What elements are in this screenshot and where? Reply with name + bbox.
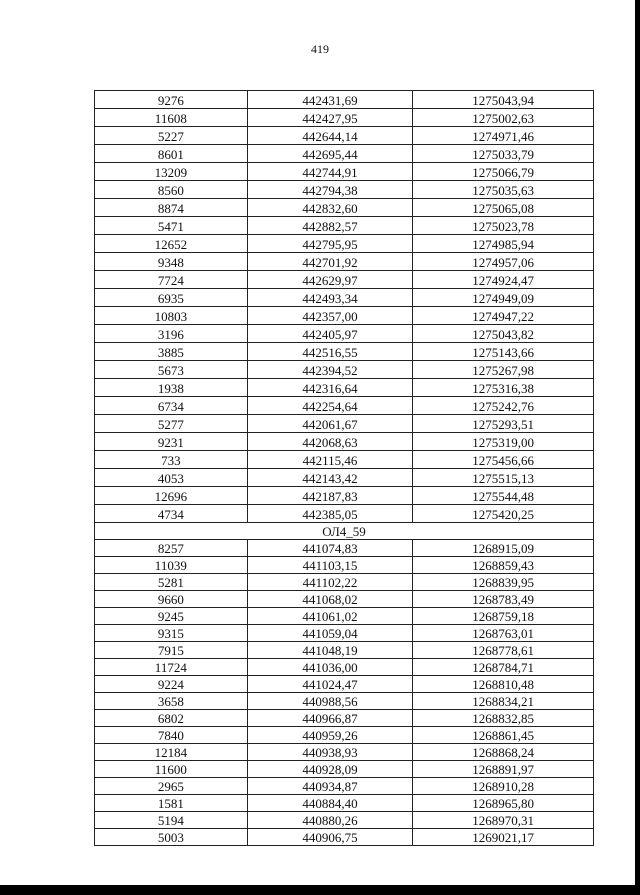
table-row bbox=[95, 397, 594, 415]
point-number-cell: 733 bbox=[95, 451, 248, 469]
point-number-cell: 3885 bbox=[95, 343, 248, 361]
table-row bbox=[95, 163, 594, 181]
coordinate-x-cell: 442644,14 bbox=[247, 127, 413, 145]
section-header-row bbox=[95, 523, 594, 540]
coordinate-y-cell: 1275043,94 bbox=[413, 91, 594, 109]
table-row bbox=[95, 325, 594, 343]
coordinate-x-cell: 442629,97 bbox=[247, 271, 413, 289]
table-row bbox=[95, 379, 594, 397]
table-row bbox=[95, 235, 594, 253]
coordinate-x-cell: 442385,05 bbox=[247, 505, 413, 523]
table-row bbox=[95, 540, 594, 557]
point-number-cell: 4053 bbox=[95, 469, 248, 487]
coordinate-x-cell: 442516,55 bbox=[247, 343, 413, 361]
table-row bbox=[95, 487, 594, 505]
table-row bbox=[95, 795, 594, 812]
coordinate-y-cell: 1268759,18 bbox=[413, 608, 594, 625]
coordinate-x-cell: 442431,69 bbox=[247, 91, 413, 109]
coordinate-y-cell: 1274947,22 bbox=[413, 307, 594, 325]
coordinate-x-cell: 442357,00 bbox=[247, 307, 413, 325]
table-row bbox=[95, 608, 594, 625]
coordinate-y-cell: 1268778,61 bbox=[413, 642, 594, 659]
coordinate-x-cell: 440988,56 bbox=[247, 693, 413, 710]
coordinate-x-cell: 440928,09 bbox=[247, 761, 413, 778]
point-number-cell: 5227 bbox=[95, 127, 248, 145]
table-row bbox=[95, 829, 594, 846]
coordinate-y-cell: 1269021,17 bbox=[413, 829, 594, 846]
point-number-cell: 7724 bbox=[95, 271, 248, 289]
point-number-cell: 6935 bbox=[95, 289, 248, 307]
table-row bbox=[95, 451, 594, 469]
coordinate-x-cell: 440906,75 bbox=[247, 829, 413, 846]
table-row bbox=[95, 415, 594, 433]
table-row bbox=[95, 469, 594, 487]
table-row bbox=[95, 109, 594, 127]
coordinate-x-cell: 442832,60 bbox=[247, 199, 413, 217]
coordinate-x-cell: 441036,00 bbox=[247, 659, 413, 676]
coordinate-y-cell: 1275066,79 bbox=[413, 163, 594, 181]
point-number-cell: 4734 bbox=[95, 505, 248, 523]
coordinate-x-cell: 442882,57 bbox=[247, 217, 413, 235]
point-number-cell: 1938 bbox=[95, 379, 248, 397]
coordinate-x-cell: 441068,02 bbox=[247, 591, 413, 608]
coordinate-x-cell: 441059,04 bbox=[247, 625, 413, 642]
coordinate-x-cell: 441074,83 bbox=[247, 540, 413, 557]
coordinate-y-cell: 1268970,31 bbox=[413, 812, 594, 829]
section-title: ОЛ4_59 bbox=[95, 523, 594, 540]
scan-edge-right bbox=[635, 0, 640, 895]
point-number-cell: 5471 bbox=[95, 217, 248, 235]
point-number-cell: 9276 bbox=[95, 91, 248, 109]
coordinate-x-cell: 440934,87 bbox=[247, 778, 413, 795]
point-number-cell: 11608 bbox=[95, 109, 248, 127]
coordinate-y-cell: 1275065,08 bbox=[413, 199, 594, 217]
coordinate-x-cell: 442316,64 bbox=[247, 379, 413, 397]
coordinate-y-cell: 1274924,47 bbox=[413, 271, 594, 289]
coordinate-x-cell: 440959,26 bbox=[247, 727, 413, 744]
coordinate-x-cell: 442143,42 bbox=[247, 469, 413, 487]
coordinate-x-cell: 442701,92 bbox=[247, 253, 413, 271]
coordinate-y-cell: 1268891,97 bbox=[413, 761, 594, 778]
table-row bbox=[95, 761, 594, 778]
table-row bbox=[95, 591, 594, 608]
coordinate-y-cell: 1275316,38 bbox=[413, 379, 594, 397]
coordinate-x-cell: 440880,26 bbox=[247, 812, 413, 829]
coordinate-y-cell: 1268965,80 bbox=[413, 795, 594, 812]
point-number-cell: 12652 bbox=[95, 235, 248, 253]
coordinate-x-cell: 441102,22 bbox=[247, 574, 413, 591]
coordinate-y-cell: 1275023,78 bbox=[413, 217, 594, 235]
point-number-cell: 8874 bbox=[95, 199, 248, 217]
table-row bbox=[95, 433, 594, 451]
table-row bbox=[95, 199, 594, 217]
coordinates-table bbox=[94, 90, 594, 846]
table-row bbox=[95, 343, 594, 361]
point-number-cell: 11600 bbox=[95, 761, 248, 778]
table-row bbox=[95, 91, 594, 109]
point-number-cell: 12184 bbox=[95, 744, 248, 761]
table-row bbox=[95, 778, 594, 795]
coordinate-y-cell: 1274957,06 bbox=[413, 253, 594, 271]
coordinate-y-cell: 1274949,09 bbox=[413, 289, 594, 307]
point-number-cell: 5281 bbox=[95, 574, 248, 591]
coordinate-x-cell: 442493,34 bbox=[247, 289, 413, 307]
table-row bbox=[95, 145, 594, 163]
page-number: 419 bbox=[311, 42, 329, 56]
coordinate-y-cell: 1275420,25 bbox=[413, 505, 594, 523]
coordinate-x-cell: 440938,93 bbox=[247, 744, 413, 761]
coordinate-y-cell: 1275033,79 bbox=[413, 145, 594, 163]
scan-edge-bottom bbox=[0, 885, 640, 895]
point-number-cell: 1581 bbox=[95, 795, 248, 812]
point-number-cell: 9348 bbox=[95, 253, 248, 271]
point-number-cell: 5003 bbox=[95, 829, 248, 846]
table-row bbox=[95, 625, 594, 642]
table-row bbox=[95, 574, 594, 591]
point-number-cell: 8257 bbox=[95, 540, 248, 557]
coordinate-y-cell: 1275035,63 bbox=[413, 181, 594, 199]
table-row bbox=[95, 557, 594, 574]
coordinate-x-cell: 442061,67 bbox=[247, 415, 413, 433]
point-number-cell: 9224 bbox=[95, 676, 248, 693]
point-number-cell: 11039 bbox=[95, 557, 248, 574]
table-row bbox=[95, 127, 594, 145]
coordinate-x-cell: 442394,52 bbox=[247, 361, 413, 379]
coordinate-x-cell: 442405,97 bbox=[247, 325, 413, 343]
table-row bbox=[95, 361, 594, 379]
table-row bbox=[95, 642, 594, 659]
coordinate-x-cell: 440966,87 bbox=[247, 710, 413, 727]
point-number-cell: 5194 bbox=[95, 812, 248, 829]
coordinate-y-cell: 1274985,94 bbox=[413, 235, 594, 253]
point-number-cell: 9315 bbox=[95, 625, 248, 642]
table-row bbox=[95, 271, 594, 289]
coordinate-y-cell: 1268810,48 bbox=[413, 676, 594, 693]
coordinate-y-cell: 1275043,82 bbox=[413, 325, 594, 343]
coordinate-x-cell: 442695,44 bbox=[247, 145, 413, 163]
coordinate-x-cell: 442254,64 bbox=[247, 397, 413, 415]
table-row bbox=[95, 217, 594, 235]
point-number-cell: 11724 bbox=[95, 659, 248, 676]
point-number-cell: 3196 bbox=[95, 325, 248, 343]
table-row bbox=[95, 505, 594, 523]
table-row bbox=[95, 812, 594, 829]
table-row bbox=[95, 710, 594, 727]
coordinate-x-cell: 441103,15 bbox=[247, 557, 413, 574]
coordinate-x-cell: 442187,83 bbox=[247, 487, 413, 505]
coordinate-y-cell: 1275456,66 bbox=[413, 451, 594, 469]
point-number-cell: 2965 bbox=[95, 778, 248, 795]
point-number-cell: 7915 bbox=[95, 642, 248, 659]
coordinate-y-cell: 1268915,09 bbox=[413, 540, 594, 557]
coordinate-x-cell: 442427,95 bbox=[247, 109, 413, 127]
table-row bbox=[95, 727, 594, 744]
coordinate-y-cell: 1268861,45 bbox=[413, 727, 594, 744]
coordinate-x-cell: 441048,19 bbox=[247, 642, 413, 659]
coordinate-x-cell: 442794,38 bbox=[247, 181, 413, 199]
coordinate-y-cell: 1275242,76 bbox=[413, 397, 594, 415]
point-number-cell: 9231 bbox=[95, 433, 248, 451]
coordinate-x-cell: 441061,02 bbox=[247, 608, 413, 625]
point-number-cell: 7840 bbox=[95, 727, 248, 744]
table-row bbox=[95, 693, 594, 710]
coordinate-y-cell: 1268784,71 bbox=[413, 659, 594, 676]
coordinate-y-cell: 1268834,21 bbox=[413, 693, 594, 710]
point-number-cell: 9660 bbox=[95, 591, 248, 608]
coordinate-y-cell: 1268832,85 bbox=[413, 710, 594, 727]
coordinate-y-cell: 1274971,46 bbox=[413, 127, 594, 145]
coordinate-y-cell: 1275293,51 bbox=[413, 415, 594, 433]
point-number-cell: 9245 bbox=[95, 608, 248, 625]
table-row bbox=[95, 181, 594, 199]
point-number-cell: 6802 bbox=[95, 710, 248, 727]
coordinate-x-cell: 442068,63 bbox=[247, 433, 413, 451]
coordinate-y-cell: 1275143,66 bbox=[413, 343, 594, 361]
point-number-cell: 8560 bbox=[95, 181, 248, 199]
table-row bbox=[95, 744, 594, 761]
coordinates-section-2 bbox=[95, 523, 594, 846]
table-row bbox=[95, 676, 594, 693]
coordinate-x-cell: 441024,47 bbox=[247, 676, 413, 693]
coordinate-y-cell: 1275515,13 bbox=[413, 469, 594, 487]
coordinate-y-cell: 1275267,98 bbox=[413, 361, 594, 379]
coordinate-x-cell: 442115,46 bbox=[247, 451, 413, 469]
table-row bbox=[95, 253, 594, 271]
coordinate-y-cell: 1268763,01 bbox=[413, 625, 594, 642]
point-number-cell: 12696 bbox=[95, 487, 248, 505]
point-number-cell: 10803 bbox=[95, 307, 248, 325]
table-row bbox=[95, 659, 594, 676]
coordinate-y-cell: 1268868,24 bbox=[413, 744, 594, 761]
coordinate-y-cell: 1268859,43 bbox=[413, 557, 594, 574]
table-row bbox=[95, 307, 594, 325]
point-number-cell: 6734 bbox=[95, 397, 248, 415]
point-number-cell: 8601 bbox=[95, 145, 248, 163]
coordinate-y-cell: 1275319,00 bbox=[413, 433, 594, 451]
point-number-cell: 3658 bbox=[95, 693, 248, 710]
coordinate-x-cell: 442795,95 bbox=[247, 235, 413, 253]
table-row bbox=[95, 289, 594, 307]
coordinate-x-cell: 442744,91 bbox=[247, 163, 413, 181]
coordinate-x-cell: 440884,40 bbox=[247, 795, 413, 812]
coordinate-y-cell: 1268910,28 bbox=[413, 778, 594, 795]
point-number-cell: 13209 bbox=[95, 163, 248, 181]
coordinate-y-cell: 1268839,95 bbox=[413, 574, 594, 591]
point-number-cell: 5673 bbox=[95, 361, 248, 379]
coordinate-y-cell: 1275002,63 bbox=[413, 109, 594, 127]
coordinates-section-1 bbox=[95, 91, 594, 523]
point-number-cell: 5277 bbox=[95, 415, 248, 433]
coordinate-y-cell: 1275544,48 bbox=[413, 487, 594, 505]
coordinate-y-cell: 1268783,49 bbox=[413, 591, 594, 608]
